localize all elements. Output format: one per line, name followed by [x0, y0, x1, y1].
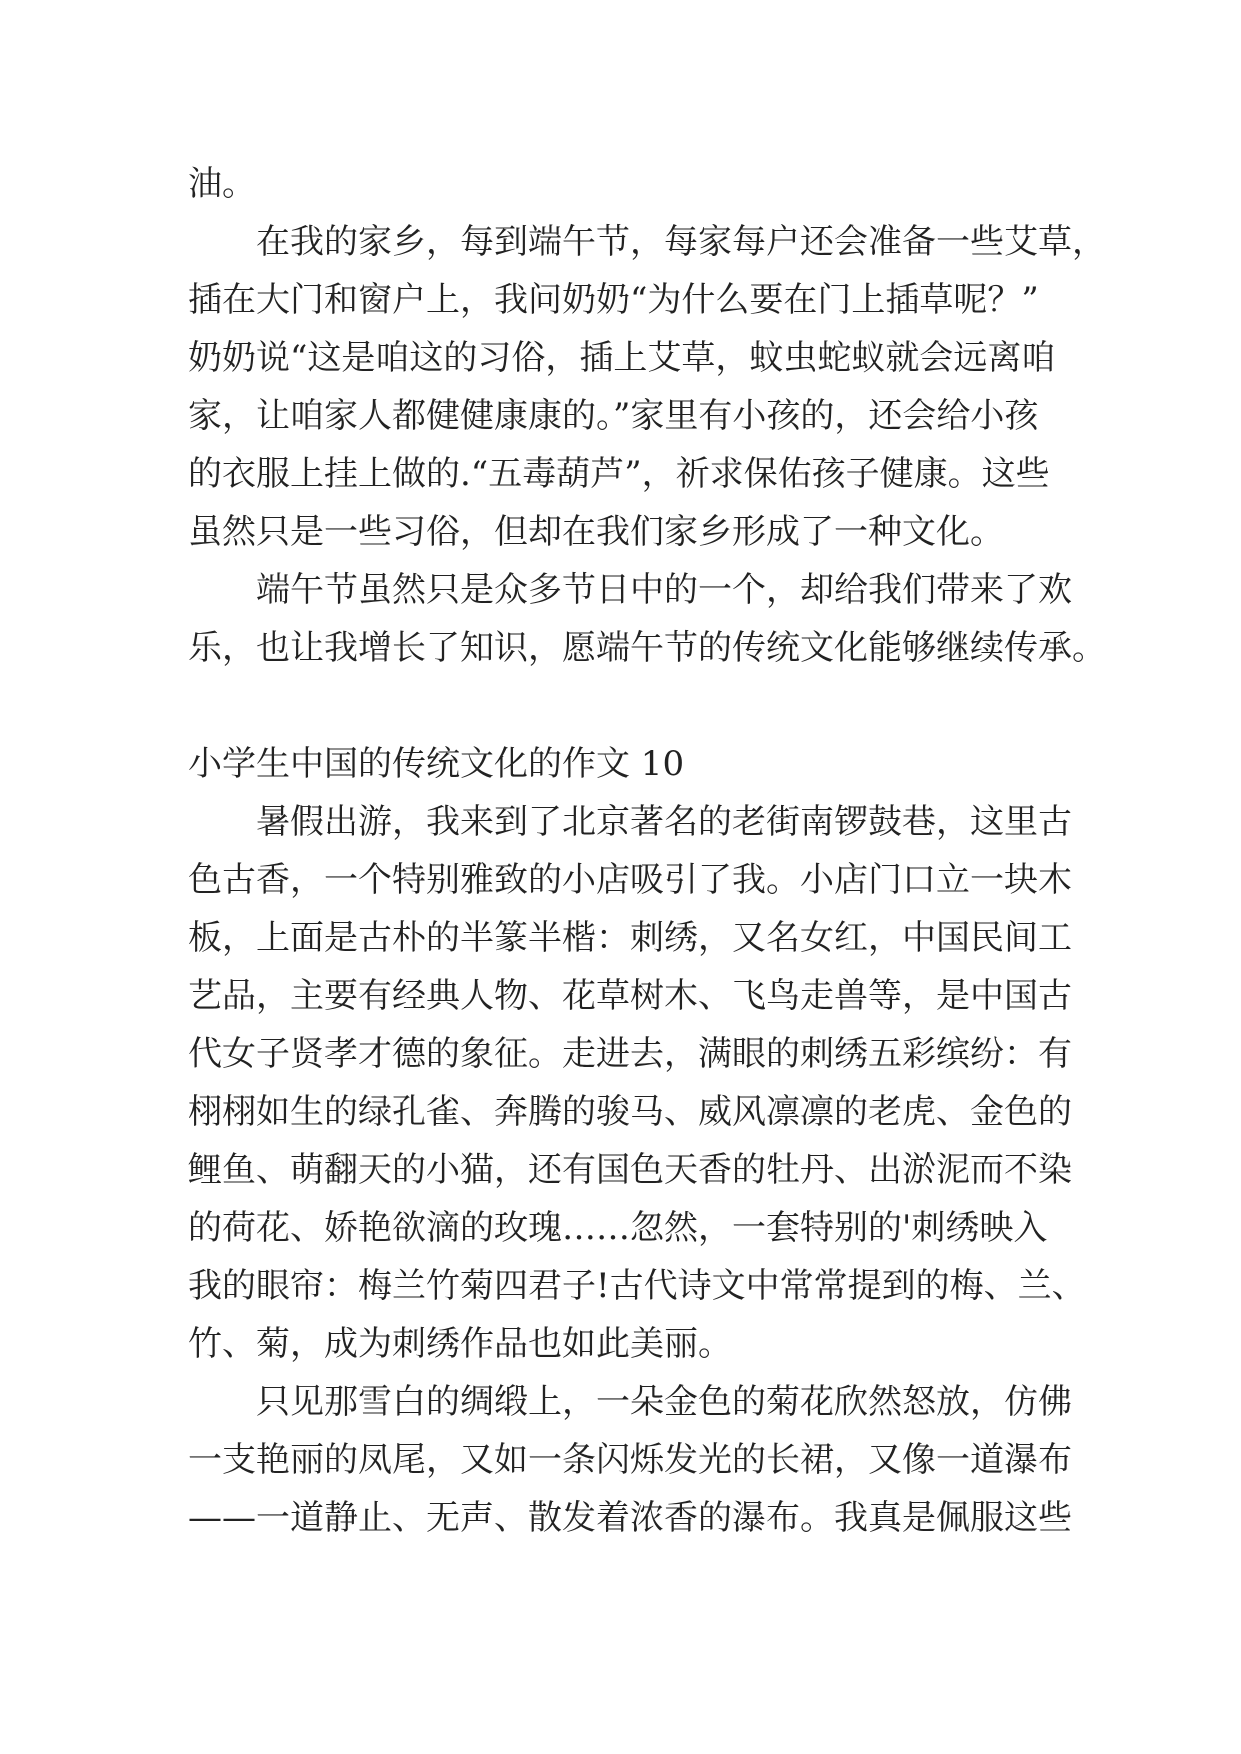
paragraph-line: 的衣服上挂上做的.“五毒葫芦”，祈求保佑孩子健康。这些 [188, 454, 1050, 494]
paragraph-line: 虽然只是一些习俗，但却在我们家乡形成了一种文化。 [188, 512, 1004, 552]
paragraph-line: 色古香，一个特别雅致的小店吸引了我。小店门口立一块木 [188, 860, 1072, 900]
paragraph-line: 竹、菊，成为刺绣作品也如此美丽。 [188, 1324, 732, 1364]
paragraph-line: 板，上面是古朴的半篆半楷：刺绣，又名女红，中国民间工 [188, 918, 1072, 958]
paragraph-line: 插在大门和窗户上，我问奶奶“为什么要在门上插草呢？” [188, 280, 1039, 320]
paragraph-line: 端午节虽然只是众多节日中的一个，却给我们带来了欢 [256, 570, 1072, 610]
paragraph-line: 一支艳丽的凤尾，又如一条闪烁发光的长裙，又像一道瀑布 [188, 1440, 1072, 1480]
paragraph-line: 艺品，主要有经典人物、花草树木、飞鸟走兽等，是中国古 [188, 976, 1072, 1016]
paragraph-line: 家，让咱家人都健健康康的。”家里有小孩的，还会给小孩 [188, 396, 1039, 436]
paragraph-line: 油。 [188, 164, 256, 204]
paragraph-line: 暑假出游，我来到了北京著名的老街南锣鼓巷，这里古 [256, 802, 1072, 842]
paragraph-line: 乐，也让我增长了知识，愿端午节的传统文化能够继续传承。 [188, 628, 1106, 668]
paragraph-line: ——一道静止、无声、散发着浓香的瀑布。我真是佩服这些 [188, 1498, 1072, 1538]
paragraph-line: 代女子贤孝才德的象征。走进去，满眼的刺绣五彩缤纷：有 [188, 1034, 1072, 1074]
paragraph-line: 的荷花、娇艳欲滴的玫瑰……忽然，一套特别的'刺绣映入 [188, 1208, 1048, 1248]
paragraph-line: 在我的家乡，每到端午节，每家每户还会准备一些艾草， [256, 222, 1106, 262]
document-body [188, 155, 1106, 1547]
paragraph-line: 鲤鱼、萌翻天的小猫，还有国色天香的牡丹、出淤泥而不染 [188, 1150, 1072, 1190]
paragraph-line: 只见那雪白的绸缎上，一朵金色的菊花欣然怒放，仿佛 [256, 1382, 1072, 1422]
paragraph-line: 我的眼帘：梅兰竹菊四君子!古代诗文中常常提到的梅、兰、 [188, 1266, 1086, 1306]
section-heading: 小学生中国的传统文化的作文 10 [188, 744, 685, 784]
paragraph-line: 栩栩如生的绿孔雀、奔腾的骏马、威风凛凛的老虎、金色的 [188, 1092, 1072, 1132]
paragraph-line: 奶奶说“这是咱这的习俗，插上艾草，蚊虫蛇蚁就会远离咱 [188, 338, 1056, 378]
